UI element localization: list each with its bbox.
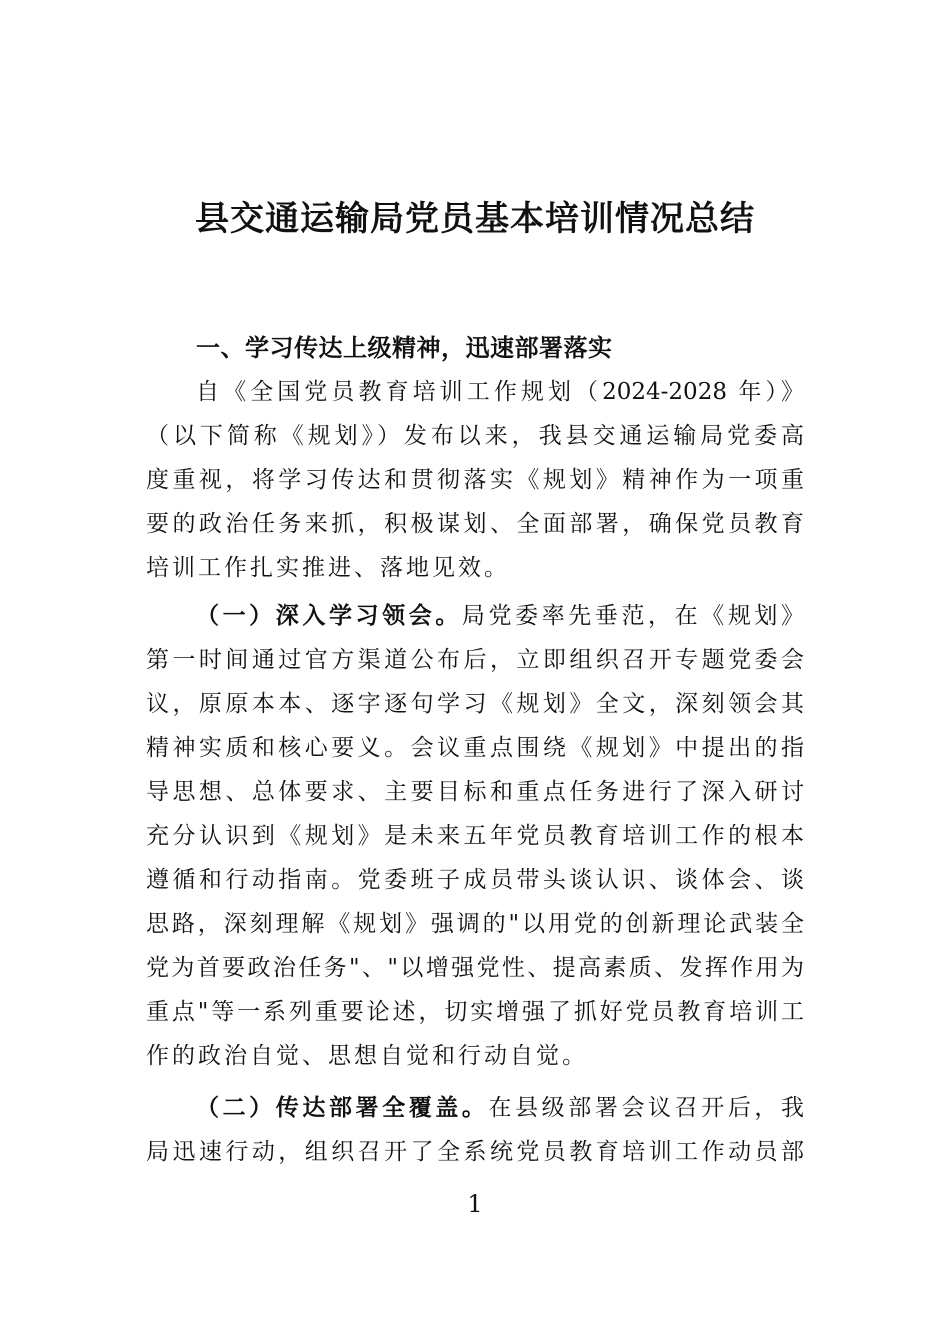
paragraph-first-line xyxy=(196,594,804,638)
subheading-lead: （一）深入学习领会。 xyxy=(196,602,462,629)
paragraph-line: （以下简称《规划》）发布以来，我县交通运输局党委高 xyxy=(146,423,804,449)
paragraph-line: 第一时间通过官方渠道公布后，立即组织召开专题党委会 xyxy=(146,647,804,673)
paragraph-line: 充分认识到《规划》是未来五年党员教育培训工作的根本 xyxy=(146,823,804,849)
page-number: 1 xyxy=(467,1190,483,1218)
paragraph-line: 精神实质和核心要义。会议重点围绕《规划》中提出的指 xyxy=(146,735,804,761)
paragraph-line: 度重视，将学习传达和贯彻落实《规划》精神作为一项重 xyxy=(146,467,804,493)
paragraph-line: 导思想、总体要求、主要目标和重点任务进行了深入研讨 xyxy=(146,779,804,805)
paragraph-text: 在县级部署会议召开后，我 xyxy=(488,1095,805,1121)
paragraph-line: 思路，深刻理解《规划》强调的"以用党的创新理论武装全 xyxy=(146,911,804,937)
paragraph-line: 党为首要政治任务"、"以增强党性、提高素质、发挥作用为 xyxy=(146,955,804,981)
paragraph-line: 重点"等一系列重要论述，切实增强了抓好党员教育培训工 xyxy=(146,999,804,1025)
paragraph-line: 自《全国党员教育培训工作规划（2024-2028 年）》 xyxy=(196,379,804,405)
paragraph-text: 局党委率先垂范，在《规划》 xyxy=(461,603,805,629)
paragraph-line: 议，原原本本、逐字逐句学习《规划》全文，深刻领会其 xyxy=(146,691,804,717)
paragraph-line: 培训工作扎实推进、落地见效。 xyxy=(146,555,510,581)
subheading-lead: （二）传达部署全覆盖。 xyxy=(196,1094,489,1121)
paragraph-line: 要的政治任务来抓，积极谋划、全面部署，确保党员教育 xyxy=(146,511,804,537)
paragraph-line: 作的政治自觉、思想自觉和行动自觉。 xyxy=(146,1043,588,1069)
section-heading-1: 一、学习传达上级精神，迅速部署落实 xyxy=(196,334,613,362)
paragraph-line: 遵循和行动指南。党委班子成员带头谈认识、谈体会、谈 xyxy=(146,867,804,893)
document-title: 县交通运输局党员基本培训情况总结 xyxy=(195,199,755,239)
paragraph-line: 局迅速行动，组织召开了全系统党员教育培训工作动员部 xyxy=(146,1139,804,1165)
paragraph-first-line xyxy=(196,1086,804,1130)
